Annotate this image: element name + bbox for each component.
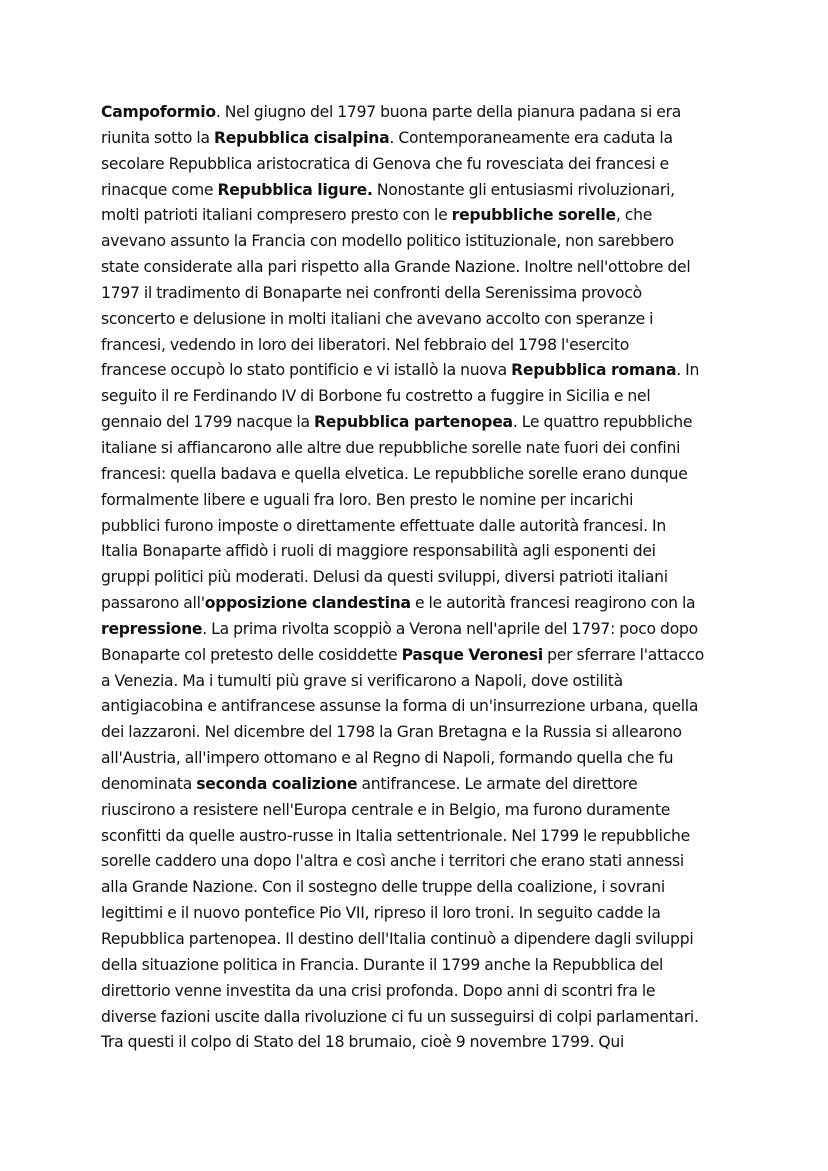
text-line — [101, 539, 741, 565]
text-line — [101, 152, 741, 178]
text-line — [101, 565, 741, 591]
text-line — [101, 462, 741, 488]
text-line — [101, 488, 741, 514]
text-segment: avevano assunto la Francia con modello politico istituzionale, non sarebbero — [101, 232, 674, 251]
text-segment: francesi, vedendo in loro dei liberatori. Nel febbraio del 1798 l'esercito — [101, 335, 630, 354]
body-text — [101, 100, 741, 1056]
text-line — [101, 617, 741, 643]
text-segment: formalmente libere e uguali fra loro. Ben presto le nomine per incarichi — [101, 490, 634, 509]
text-segment: legittimi e il nuovo pontefice Pio VII, ripreso il loro troni. In seguito cadde la — [101, 904, 661, 923]
text-line — [101, 824, 741, 850]
bold-term: Repubblica ligure. — [217, 180, 373, 199]
bold-term: seconda coalizione — [196, 774, 358, 793]
bold-term: Repubblica partenopea — [314, 413, 513, 432]
text-segment: sconcerto e delusione in molti italiani che avevano accolto con speranze i — [101, 309, 654, 328]
text-segment: Tra questi il colpo di Stato del 18 brumaio, cioè 9 novembre 1799. Qui — [101, 1033, 625, 1052]
text-segment: per sferrare l'attacco — [542, 645, 705, 664]
text-segment: diverse fazioni uscite dalla rivoluzione ci fu un susseguirsi di colpi parlamentari. — [101, 1007, 699, 1026]
text-segment: sorelle caddero una dopo l'altra e così anche i territori che erano stati annessi — [101, 852, 684, 871]
text-line — [101, 514, 741, 540]
text-segment: gruppi politici più moderati. Delusi da questi sviluppi, diversi patrioti italiani — [101, 568, 668, 587]
text-segment: . Contemporaneamente era caduta la — [389, 128, 673, 147]
text-line — [101, 410, 741, 436]
text-segment: riuscirono a resistere nell'Europa centrale e in Belgio, ma furono duramente — [101, 800, 671, 819]
text-line — [101, 229, 741, 255]
text-segment: rinacque come — [101, 180, 218, 199]
text-segment: . Le quattro repubbliche — [512, 413, 693, 432]
text-segment: antigiacobina e antifrancese assunse la forma di un'insurrezione urbana, quella — [101, 697, 699, 716]
text-segment: e le autorità francesi reagirono con la — [410, 594, 696, 613]
text-segment: sconfitti da quelle austro-russe in Italia settentrionale. Nel 1799 le repubbliche — [101, 826, 691, 845]
text-line — [101, 1030, 741, 1056]
text-line — [101, 643, 741, 669]
text-line — [101, 694, 741, 720]
text-line — [101, 255, 741, 281]
text-segment: molti patrioti italiani compresero presto con le — [101, 206, 452, 225]
text-line — [101, 307, 741, 333]
text-segment: dei lazzaroni. Nel dicembre del 1798 la Gran Bretagna e la Russia si allearono — [101, 723, 682, 742]
text-line — [101, 927, 741, 953]
text-segment: . In — [676, 361, 700, 380]
text-segment: italiane si affiancarono alle altre due repubbliche sorelle nate fuori dei confini — [101, 438, 681, 457]
bold-term: Campoformio — [101, 103, 216, 121]
text-line — [101, 772, 741, 798]
text-segment: all'Austria, all'impero ottomano e al Regno di Napoli, formando quella che fu — [101, 749, 674, 768]
text-segment: seguito il re Ferdinando IV di Borbone fu costretto a fuggire in Sicilia e nel — [101, 387, 651, 406]
text-segment: francesi: quella badava e quella elvetica. Le repubbliche sorelle erano dunque — [101, 464, 688, 483]
text-segment: della situazione politica in Francia. Durante il 1799 anche la Repubblica del — [101, 955, 664, 974]
text-segment: passarono all' — [101, 594, 205, 613]
text-line — [101, 591, 741, 617]
text-segment: state considerate alla pari rispetto alla Grande Nazione. Inoltre nell'ottobre del — [101, 258, 691, 277]
text-line — [101, 281, 741, 307]
bold-term: Repubblica cisalpina — [213, 128, 390, 147]
text-line — [101, 720, 741, 746]
text-line — [101, 979, 741, 1005]
text-segment: antifrancese. Le armate del direttore — [357, 774, 638, 793]
text-line — [101, 100, 741, 126]
text-segment: Italia Bonaparte affidò i ruoli di maggiore responsabilità agli esponenti dei — [101, 542, 656, 561]
text-segment: 1797 il tradimento di Bonaparte nei confronti della Serenissima provocò — [101, 283, 642, 302]
text-line — [101, 436, 741, 462]
text-segment: pubblici furono imposte o direttamente effettuate dalle autorità francesi. In — [101, 516, 666, 535]
text-segment: Nonostante gli entusiasmi rivoluzionari, — [372, 180, 675, 199]
text-line — [101, 384, 741, 410]
text-line — [101, 1005, 741, 1031]
text-segment: francese occupò lo stato pontificio e vi istallò la nuova — [101, 361, 512, 380]
text-line — [101, 333, 741, 359]
text-segment: . Nel giugno del 1797 buona parte della pianura padana si era — [215, 103, 682, 121]
text-segment: Repubblica partenopea. Il destino dell'Italia continuò a dipendere dagli sviluppi — [101, 930, 694, 948]
text-line — [101, 358, 741, 384]
text-segment: alla Grande Nazione. Con il sostegno delle truppe della coalizione, i sovrani — [101, 878, 665, 897]
bold-term: repressione — [101, 619, 203, 638]
text-segment: , che — [615, 206, 653, 225]
text-line — [101, 669, 741, 695]
text-line — [101, 178, 741, 204]
text-segment: denominata — [101, 774, 197, 793]
bold-term: opposizione clandestina — [204, 594, 411, 613]
text-segment: riunita sotto la — [101, 128, 214, 147]
text-line — [101, 798, 741, 824]
text-segment: . La prima rivolta scoppiò a Verona nell'aprile del 1797: poco dopo — [202, 619, 698, 638]
bold-term: Repubblica romana — [511, 361, 677, 380]
text-line — [101, 203, 741, 229]
text-segment: gennaio del 1799 nacque la — [101, 413, 315, 432]
text-line — [101, 126, 741, 152]
text-line — [101, 746, 741, 772]
bold-term: Pasque Veronesi — [401, 645, 543, 664]
text-segment: a Venezia. Ma i tumulti più grave si verificarono a Napoli, dove ostilità — [101, 671, 623, 690]
text-line — [101, 901, 741, 927]
text-segment: secolare Repubblica aristocratica di Genova che fu rovesciata dei francesi e — [101, 154, 669, 173]
bold-term: repubbliche sorelle — [451, 206, 616, 225]
text-line — [101, 875, 741, 901]
text-line — [101, 849, 741, 875]
text-line — [101, 953, 741, 979]
text-segment: Bonaparte col pretesto delle cosiddette — [101, 645, 402, 664]
text-segment: direttorio venne investita da una crisi profonda. Dopo anni di scontri fra le — [101, 981, 656, 1000]
